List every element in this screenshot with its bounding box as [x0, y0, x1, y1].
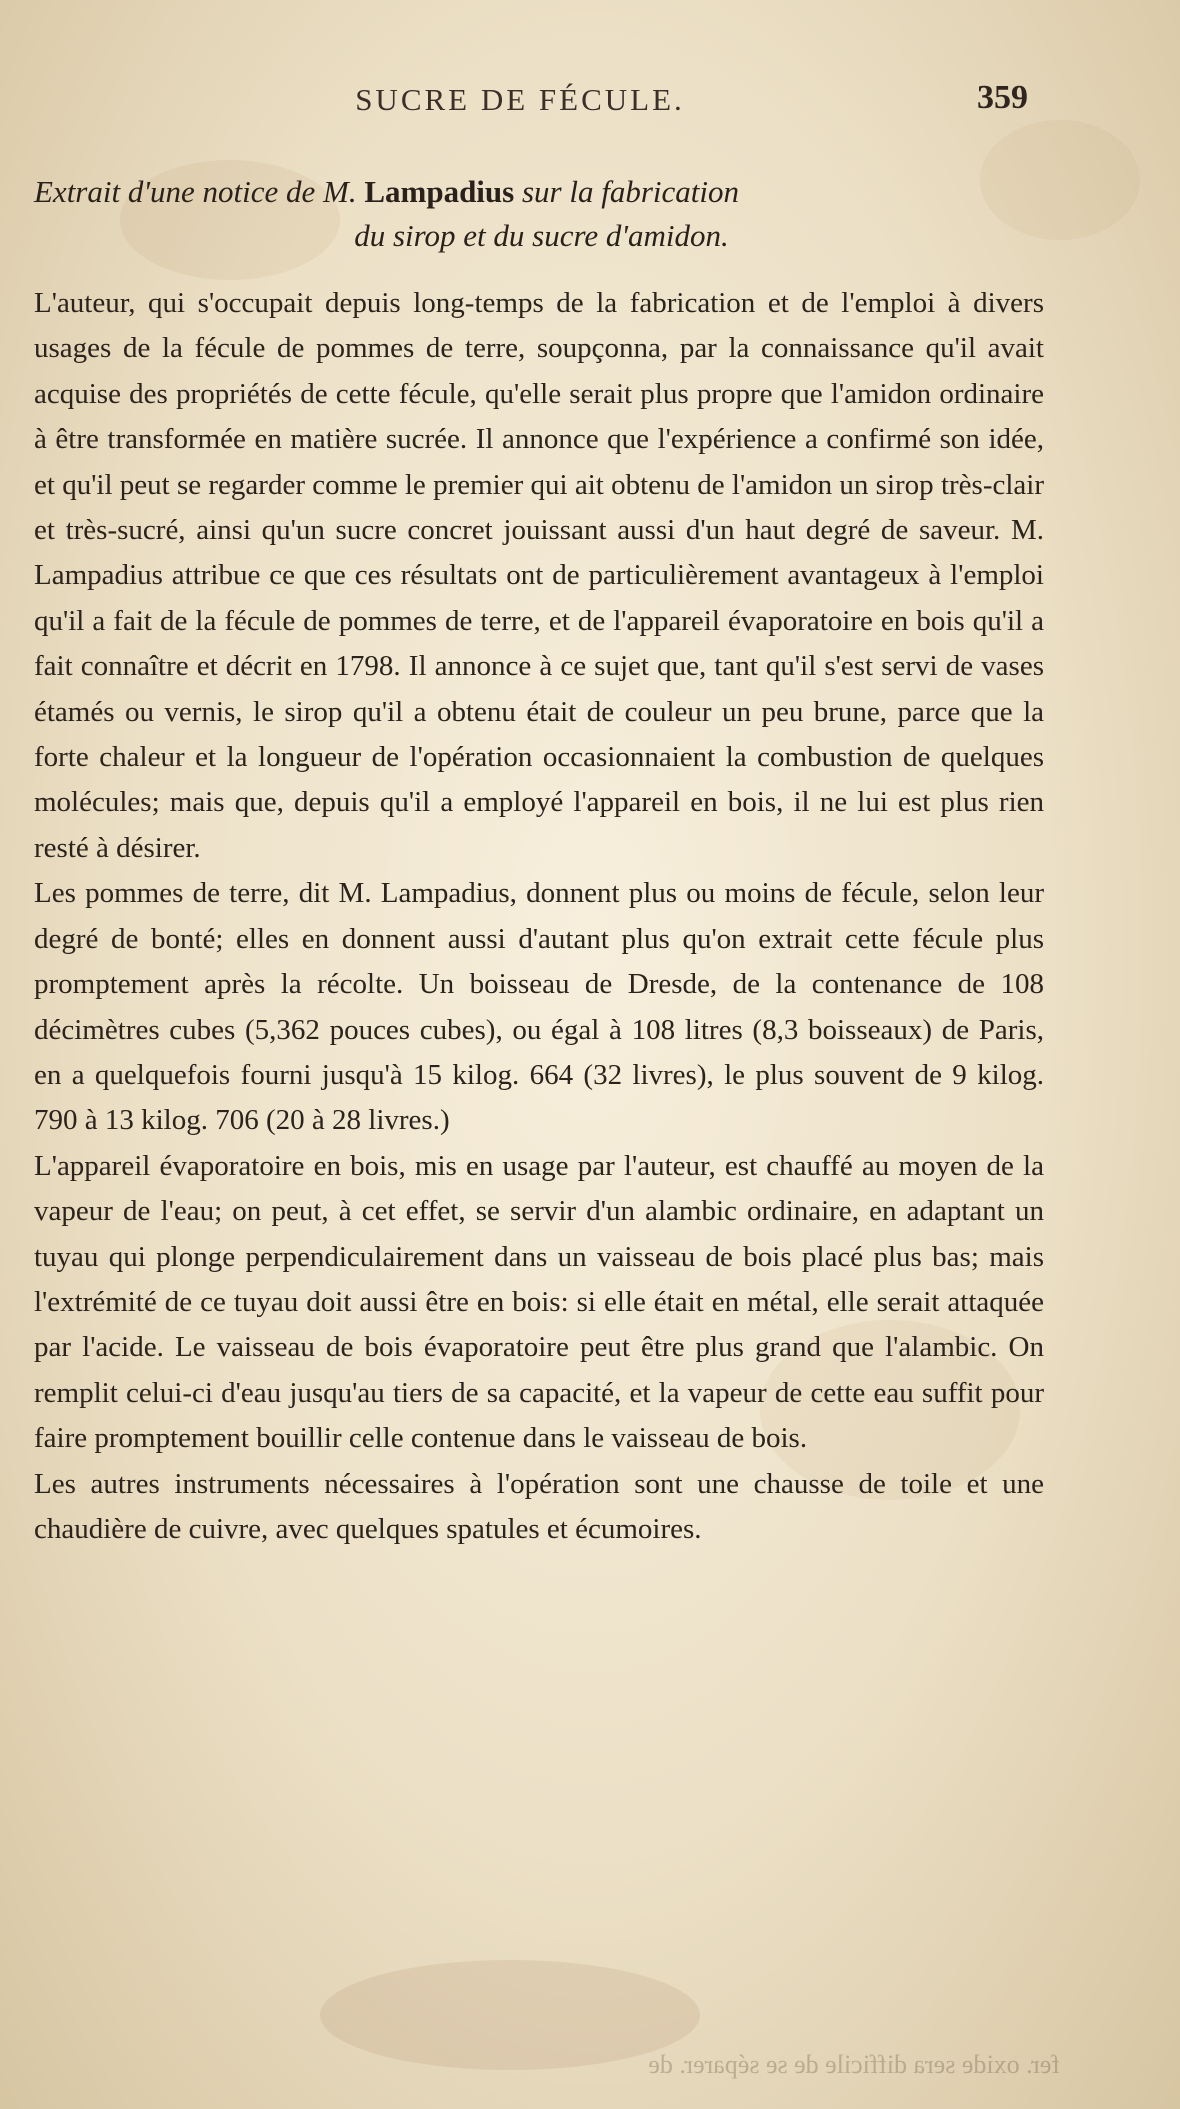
- page-number: 359: [977, 79, 1028, 116]
- section-title-line-2: du sirop et du sucre d'amidon.: [354, 218, 729, 253]
- body-text: [34, 281, 1044, 1552]
- section-title-line-1: [34, 170, 1044, 214]
- paragraph: L'appareil évaporatoire en bois, mis en usage par l'auteur, est chauffé au moyen de la vapeur de l'eau; on peut, à cet effet, se servir d'un alambic ordinaire, en adaptant un tuyau qui plonge perpendiculairement dans un vaisseau de bois placé plus bas; mais l'extrémité de ce tuyau doit aussi être en bois: si elle était en métal, elle serait attaquée par l'acide. Le vaisseau de bois évaporatoire peut être plus grand que l'alambic. On remplit celui-ci d'eau jusqu'au tiers de sa capacité, et la vapeur de cette eau suffit pour faire promptement bouillir celle contenue dans le vaisseau de bois.: [34, 1149, 1044, 1455]
- section-title: [34, 170, 1044, 258]
- running-head-title: SUCRE DE FÉCULE.: [355, 82, 685, 117]
- section-title-author: Lampadius: [364, 174, 515, 209]
- paragraph: L'auteur, qui s'occupait depuis long-temps de la fabrication et de l'emploi à divers usages de la fécule de pommes de terre, soupçonna, par la connaissance qu'il avait acquise des propriétés de cette fécule, qu'elle serait plus propre que l'amidon ordinaire à être transformée en matière sucrée. Il annonce que l'expérience a confirmé son idée, et qu'il peut se regarder comme le premier qui ait obtenu de l'amidon un sirop très-clair et très-sucré, ainsi qu'un sucre concret jouissant aussi d'un haut degré de saveur. M. Lampadius attribue ce que ces résultats ont de particulièrement avantageux à l'emploi qu'il a fait de la fécule de pommes de terre, et de l'appareil évaporatoire en bois qu'il a fait connaître et décrit en 1798. Il annonce à ce sujet que, tant qu'il s'est servi de vases étamés ou vernis, le sirop qu'il a obtenu était de couleur un peu brune, parce que la forte chaleur et la longueur de l'opération occasionnaient la combustion de quelques molécules; mais que, depuis qu'il a employé l'appareil en bois, il ne lui est plus rien resté à désirer.: [34, 287, 1044, 864]
- section-title-end: sur la fabrication: [521, 174, 739, 209]
- paragraph: Les pommes de terre, dit M. Lampadius, donnent plus ou moins de fécule, selon leur degré de bonté; elles en donnent aussi d'autant plus qu'on extrait cette fécule plus promptement après la récolte. Un boisseau de Dresde, de la contenance de 108 décimètres cubes (5,362 pouces cubes), ou égal à 108 litres (8,3 boisseaux) de Paris, en a quelquefois fourni jusqu'à 15 kilog. 664 (32 livres), le plus souvent de 9 kilog. 790 à 13 kilog. 706 (20 à 28 livres.): [34, 877, 1044, 1137]
- paragraph: Les autres instruments nécessaires à l'opération sont une chausse de toile et une chaudière de cuivre, avec quelques spatules et écumoires.: [34, 1467, 1044, 1545]
- section-title-start: Extrait d'une notice de M.: [34, 174, 357, 209]
- running-head: [0, 79, 1180, 136]
- bleed-through-text: fer. oxide sera difficile de se séparer. de: [648, 2050, 1060, 2079]
